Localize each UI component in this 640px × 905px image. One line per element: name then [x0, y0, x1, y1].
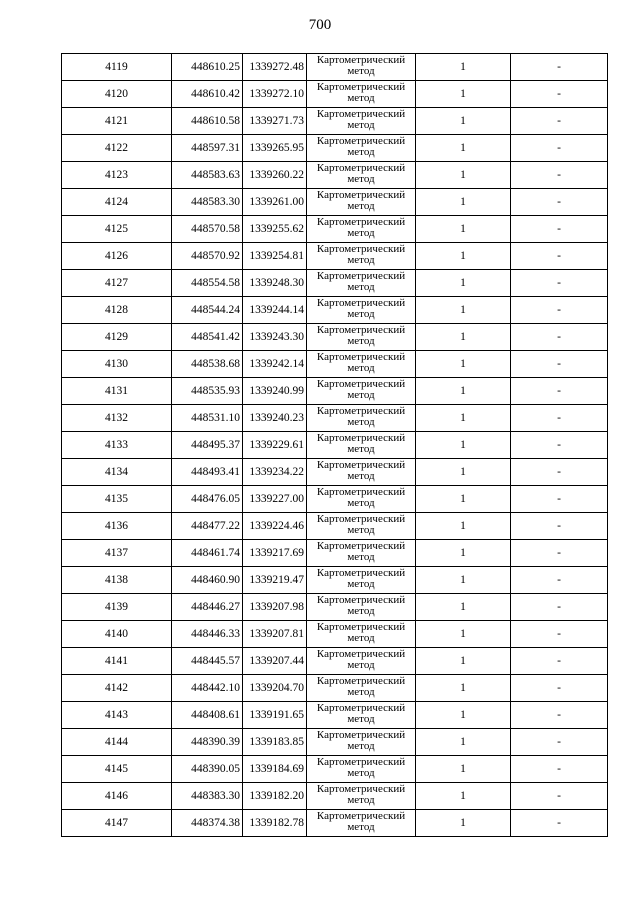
point-number-cell: 4119	[62, 54, 172, 81]
method-line-2: метод	[347, 821, 375, 833]
note-cell: -	[511, 540, 608, 567]
method-line-1: Картометрический	[316, 405, 406, 417]
x-coordinate-cell: 448461.74	[172, 540, 243, 567]
precision-cell: 1	[416, 702, 511, 729]
y-coordinate-cell: 1339244.14	[243, 297, 307, 324]
method-line-1: Картометрический	[316, 594, 406, 606]
y-coordinate-cell: 1339229.61	[243, 432, 307, 459]
method-line-1: Картометрический	[316, 810, 406, 822]
point-number-cell: 4122	[62, 135, 172, 162]
method-line-1: Картометрический	[316, 459, 406, 471]
method-line-1: Картометрический	[316, 243, 406, 255]
table-row	[62, 675, 608, 702]
table-row	[62, 378, 608, 405]
x-coordinate-cell: 448531.10	[172, 405, 243, 432]
method-cell	[307, 297, 416, 324]
note-cell: -	[511, 54, 608, 81]
method-line-1: Картометрический	[316, 486, 406, 498]
note-cell: -	[511, 243, 608, 270]
method-line-2: метод	[347, 65, 375, 77]
x-coordinate-cell: 448460.90	[172, 567, 243, 594]
point-number-cell: 4133	[62, 432, 172, 459]
x-coordinate-cell: 448408.61	[172, 702, 243, 729]
point-number-cell: 4142	[62, 675, 172, 702]
note-cell: -	[511, 135, 608, 162]
method-line-1: Картометрический	[316, 54, 406, 66]
y-coordinate-cell: 1339248.30	[243, 270, 307, 297]
x-coordinate-cell: 448374.38	[172, 810, 243, 837]
method-line-2: метод	[347, 308, 375, 320]
table-body	[62, 54, 608, 837]
y-coordinate-cell: 1339272.10	[243, 81, 307, 108]
precision-cell: 1	[416, 405, 511, 432]
method-cell	[307, 189, 416, 216]
point-number-cell: 4121	[62, 108, 172, 135]
precision-cell: 1	[416, 756, 511, 783]
method-cell	[307, 486, 416, 513]
page-number: 700	[308, 17, 332, 33]
precision-cell: 1	[416, 783, 511, 810]
table-row	[62, 810, 608, 837]
precision-cell: 1	[416, 486, 511, 513]
table-row	[62, 54, 608, 81]
precision-cell: 1	[416, 675, 511, 702]
table-row	[62, 648, 608, 675]
point-number-cell: 4134	[62, 459, 172, 486]
method-cell	[307, 648, 416, 675]
x-coordinate-cell: 448597.31	[172, 135, 243, 162]
point-number-cell: 4131	[62, 378, 172, 405]
table-row	[62, 702, 608, 729]
method-cell	[307, 783, 416, 810]
y-coordinate-cell: 1339242.14	[243, 351, 307, 378]
note-cell: -	[511, 702, 608, 729]
method-cell	[307, 513, 416, 540]
point-number-cell: 4130	[62, 351, 172, 378]
method-line-1: Картометрический	[316, 432, 406, 444]
point-number-cell: 4143	[62, 702, 172, 729]
method-cell	[307, 81, 416, 108]
point-number-cell: 4125	[62, 216, 172, 243]
table-row	[62, 621, 608, 648]
table-row	[62, 486, 608, 513]
method-line-2: метод	[347, 362, 375, 374]
method-line-1: Картометрический	[316, 378, 406, 390]
table-row	[62, 594, 608, 621]
method-line-2: метод	[347, 119, 375, 131]
method-line-1: Картометрический	[316, 783, 406, 795]
method-line-1: Картометрический	[316, 135, 406, 147]
x-coordinate-cell: 448544.24	[172, 297, 243, 324]
point-number-cell: 4146	[62, 783, 172, 810]
precision-cell: 1	[416, 135, 511, 162]
method-line-2: метод	[347, 551, 375, 563]
method-cell	[307, 54, 416, 81]
precision-cell: 1	[416, 459, 511, 486]
y-coordinate-cell: 1339227.00	[243, 486, 307, 513]
method-cell	[307, 540, 416, 567]
method-cell	[307, 675, 416, 702]
table-row	[62, 513, 608, 540]
note-cell: -	[511, 621, 608, 648]
precision-cell: 1	[416, 621, 511, 648]
method-line-2: метод	[347, 443, 375, 455]
method-cell	[307, 135, 416, 162]
y-coordinate-cell: 1339254.81	[243, 243, 307, 270]
method-line-1: Картометрический	[316, 621, 406, 633]
point-number-cell: 4132	[62, 405, 172, 432]
method-line-2: метод	[347, 767, 375, 779]
table-row	[62, 162, 608, 189]
y-coordinate-cell: 1339191.65	[243, 702, 307, 729]
point-number-cell: 4136	[62, 513, 172, 540]
y-coordinate-cell: 1339219.47	[243, 567, 307, 594]
point-number-cell: 4141	[62, 648, 172, 675]
precision-cell: 1	[416, 324, 511, 351]
point-number-cell: 4144	[62, 729, 172, 756]
table-row	[62, 81, 608, 108]
method-line-2: метод	[347, 200, 375, 212]
note-cell: -	[511, 783, 608, 810]
method-line-2: метод	[347, 416, 375, 428]
method-cell	[307, 270, 416, 297]
table-row	[62, 432, 608, 459]
table-row	[62, 216, 608, 243]
method-line-1: Картометрический	[316, 216, 406, 228]
method-cell	[307, 594, 416, 621]
method-cell	[307, 459, 416, 486]
method-cell	[307, 108, 416, 135]
note-cell: -	[511, 81, 608, 108]
method-cell	[307, 378, 416, 405]
method-line-2: метод	[347, 524, 375, 536]
method-line-1: Картометрический	[316, 567, 406, 579]
point-number-cell: 4128	[62, 297, 172, 324]
point-number-cell: 4145	[62, 756, 172, 783]
note-cell: -	[511, 729, 608, 756]
table-row	[62, 783, 608, 810]
note-cell: -	[511, 324, 608, 351]
x-coordinate-cell: 448446.33	[172, 621, 243, 648]
method-line-1: Картометрический	[316, 756, 406, 768]
method-line-2: метод	[347, 470, 375, 482]
precision-cell: 1	[416, 378, 511, 405]
x-coordinate-cell: 448610.58	[172, 108, 243, 135]
precision-cell: 1	[416, 243, 511, 270]
table-row	[62, 567, 608, 594]
x-coordinate-cell: 448570.58	[172, 216, 243, 243]
method-line-2: метод	[347, 497, 375, 509]
method-cell	[307, 621, 416, 648]
y-coordinate-cell: 1339260.22	[243, 162, 307, 189]
x-coordinate-cell: 448476.05	[172, 486, 243, 513]
note-cell: -	[511, 810, 608, 837]
y-coordinate-cell: 1339207.98	[243, 594, 307, 621]
point-number-cell: 4140	[62, 621, 172, 648]
y-coordinate-cell: 1339265.95	[243, 135, 307, 162]
precision-cell: 1	[416, 162, 511, 189]
y-coordinate-cell: 1339207.44	[243, 648, 307, 675]
point-number-cell: 4124	[62, 189, 172, 216]
method-line-1: Картометрический	[316, 297, 406, 309]
precision-cell: 1	[416, 513, 511, 540]
table-row	[62, 270, 608, 297]
y-coordinate-cell: 1339272.48	[243, 54, 307, 81]
method-line-2: метод	[347, 713, 375, 725]
x-coordinate-cell: 448390.05	[172, 756, 243, 783]
note-cell: -	[511, 756, 608, 783]
note-cell: -	[511, 459, 608, 486]
precision-cell: 1	[416, 270, 511, 297]
method-line-1: Картометрический	[316, 513, 406, 525]
precision-cell: 1	[416, 648, 511, 675]
y-coordinate-cell: 1339207.81	[243, 621, 307, 648]
y-coordinate-cell: 1339217.69	[243, 540, 307, 567]
x-coordinate-cell: 448390.39	[172, 729, 243, 756]
table-row	[62, 324, 608, 351]
y-coordinate-cell: 1339204.70	[243, 675, 307, 702]
x-coordinate-cell: 448554.58	[172, 270, 243, 297]
method-line-2: метод	[347, 740, 375, 752]
method-line-1: Картометрический	[316, 324, 406, 336]
x-coordinate-cell: 448445.57	[172, 648, 243, 675]
x-coordinate-cell: 448383.30	[172, 783, 243, 810]
method-line-2: метод	[347, 605, 375, 617]
table-row	[62, 108, 608, 135]
table-row	[62, 729, 608, 756]
point-number-cell: 4126	[62, 243, 172, 270]
table-row	[62, 756, 608, 783]
coordinates-table	[61, 53, 608, 837]
method-line-1: Картометрический	[316, 189, 406, 201]
x-coordinate-cell: 448535.93	[172, 378, 243, 405]
point-number-cell: 4127	[62, 270, 172, 297]
method-line-1: Картометрический	[316, 81, 406, 93]
method-line-1: Картометрический	[316, 108, 406, 120]
method-cell	[307, 162, 416, 189]
method-line-2: метод	[347, 173, 375, 185]
method-cell	[307, 729, 416, 756]
x-coordinate-cell: 448538.68	[172, 351, 243, 378]
x-coordinate-cell: 448570.92	[172, 243, 243, 270]
y-coordinate-cell: 1339234.22	[243, 459, 307, 486]
table-row	[62, 243, 608, 270]
y-coordinate-cell: 1339224.46	[243, 513, 307, 540]
point-number-cell: 4120	[62, 81, 172, 108]
precision-cell: 1	[416, 540, 511, 567]
x-coordinate-cell: 448446.27	[172, 594, 243, 621]
y-coordinate-cell: 1339240.23	[243, 405, 307, 432]
precision-cell: 1	[416, 567, 511, 594]
note-cell: -	[511, 189, 608, 216]
y-coordinate-cell: 1339182.20	[243, 783, 307, 810]
x-coordinate-cell: 448493.41	[172, 459, 243, 486]
method-line-2: метод	[347, 92, 375, 104]
point-number-cell: 4138	[62, 567, 172, 594]
method-cell	[307, 351, 416, 378]
precision-cell: 1	[416, 81, 511, 108]
method-cell	[307, 324, 416, 351]
note-cell: -	[511, 486, 608, 513]
x-coordinate-cell: 448610.25	[172, 54, 243, 81]
y-coordinate-cell: 1339271.73	[243, 108, 307, 135]
method-line-1: Картометрический	[316, 162, 406, 174]
method-line-2: метод	[347, 659, 375, 671]
method-line-1: Картометрический	[316, 351, 406, 363]
precision-cell: 1	[416, 729, 511, 756]
method-line-1: Картометрический	[316, 702, 406, 714]
point-number-cell: 4129	[62, 324, 172, 351]
note-cell: -	[511, 513, 608, 540]
method-cell	[307, 756, 416, 783]
x-coordinate-cell: 448541.42	[172, 324, 243, 351]
x-coordinate-cell: 448583.30	[172, 189, 243, 216]
y-coordinate-cell: 1339182.78	[243, 810, 307, 837]
method-cell	[307, 810, 416, 837]
table-row	[62, 351, 608, 378]
precision-cell: 1	[416, 810, 511, 837]
method-cell	[307, 243, 416, 270]
y-coordinate-cell: 1339183.85	[243, 729, 307, 756]
method-line-2: метод	[347, 389, 375, 401]
point-number-cell: 4135	[62, 486, 172, 513]
method-line-1: Картометрический	[316, 270, 406, 282]
note-cell: -	[511, 405, 608, 432]
method-line-2: метод	[347, 794, 375, 806]
precision-cell: 1	[416, 108, 511, 135]
y-coordinate-cell: 1339261.00	[243, 189, 307, 216]
note-cell: -	[511, 594, 608, 621]
note-cell: -	[511, 270, 608, 297]
y-coordinate-cell: 1339255.62	[243, 216, 307, 243]
method-line-2: метод	[347, 686, 375, 698]
precision-cell: 1	[416, 216, 511, 243]
method-line-1: Картометрический	[316, 729, 406, 741]
method-cell	[307, 216, 416, 243]
precision-cell: 1	[416, 351, 511, 378]
note-cell: -	[511, 648, 608, 675]
point-number-cell: 4137	[62, 540, 172, 567]
note-cell: -	[511, 108, 608, 135]
x-coordinate-cell: 448583.63	[172, 162, 243, 189]
method-line-1: Картометрический	[316, 540, 406, 552]
note-cell: -	[511, 297, 608, 324]
point-number-cell: 4139	[62, 594, 172, 621]
point-number-cell: 4123	[62, 162, 172, 189]
table-row	[62, 540, 608, 567]
y-coordinate-cell: 1339243.30	[243, 324, 307, 351]
method-line-1: Картометрический	[316, 675, 406, 687]
note-cell: -	[511, 162, 608, 189]
note-cell: -	[511, 351, 608, 378]
note-cell: -	[511, 675, 608, 702]
method-line-2: метод	[347, 335, 375, 347]
x-coordinate-cell: 448610.42	[172, 81, 243, 108]
method-cell	[307, 432, 416, 459]
precision-cell: 1	[416, 297, 511, 324]
x-coordinate-cell: 448477.22	[172, 513, 243, 540]
note-cell: -	[511, 216, 608, 243]
method-line-2: метод	[347, 146, 375, 158]
method-line-2: метод	[347, 281, 375, 293]
precision-cell: 1	[416, 432, 511, 459]
y-coordinate-cell: 1339184.69	[243, 756, 307, 783]
method-cell	[307, 405, 416, 432]
method-cell	[307, 702, 416, 729]
table-row	[62, 135, 608, 162]
x-coordinate-cell: 448495.37	[172, 432, 243, 459]
note-cell: -	[511, 567, 608, 594]
precision-cell: 1	[416, 54, 511, 81]
note-cell: -	[511, 378, 608, 405]
method-line-2: метод	[347, 254, 375, 266]
table-row	[62, 459, 608, 486]
table-row	[62, 189, 608, 216]
y-coordinate-cell: 1339240.99	[243, 378, 307, 405]
note-cell: -	[511, 432, 608, 459]
method-line-2: метод	[347, 578, 375, 590]
method-line-2: метод	[347, 227, 375, 239]
table-row	[62, 405, 608, 432]
precision-cell: 1	[416, 594, 511, 621]
method-line-1: Картометрический	[316, 648, 406, 660]
x-coordinate-cell: 448442.10	[172, 675, 243, 702]
method-cell	[307, 567, 416, 594]
precision-cell: 1	[416, 189, 511, 216]
method-line-2: метод	[347, 632, 375, 644]
table-row	[62, 297, 608, 324]
point-number-cell: 4147	[62, 810, 172, 837]
